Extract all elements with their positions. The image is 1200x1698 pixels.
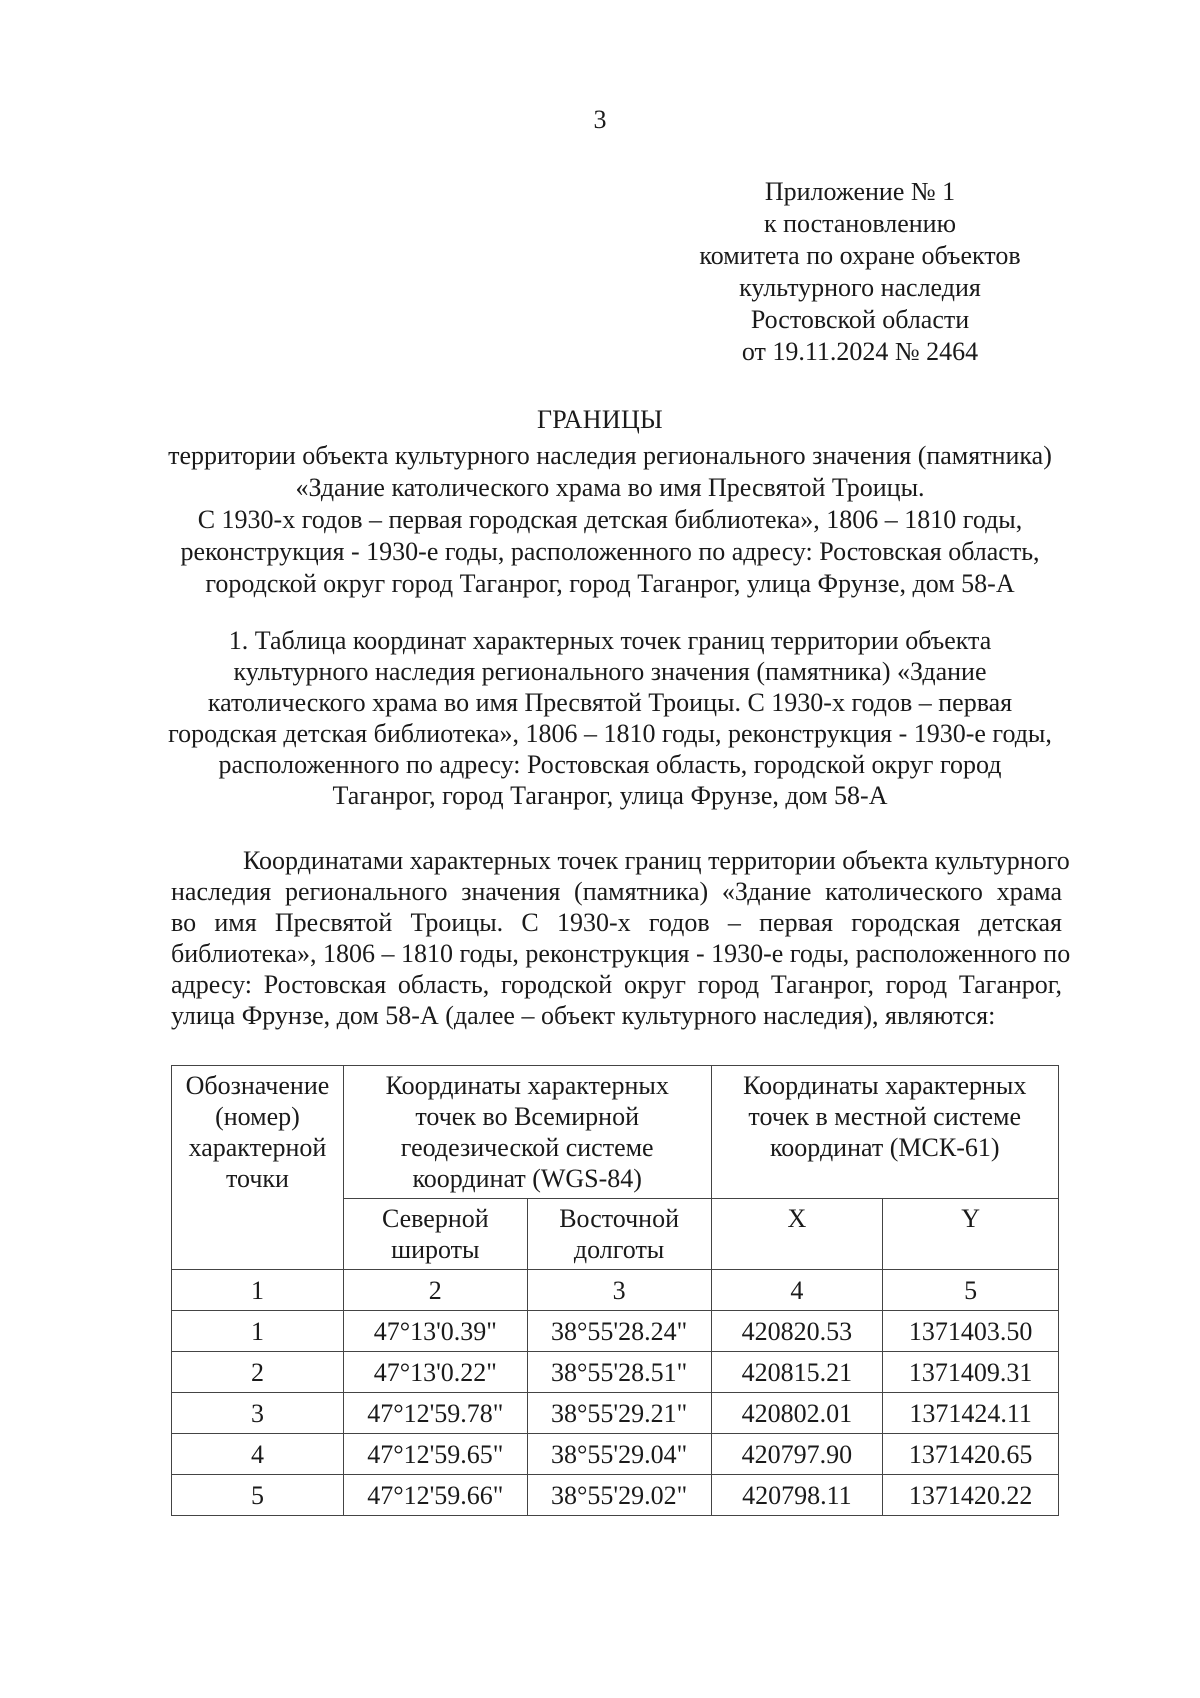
latitude-cell: 47°12'59.65" bbox=[343, 1434, 527, 1475]
subtitle-line: городской округ город Таганрог, город Таганрог, улица Фрунзе, дом 58-А bbox=[205, 569, 1015, 598]
appendix-line: Приложение № 1 bbox=[764, 177, 956, 206]
latitude-cell: 47°13'0.39" bbox=[343, 1311, 527, 1352]
subtitle-line: территории объекта культурного наследия регионального значения (памятника) bbox=[168, 441, 1052, 470]
subtitle-line: реконструкция - 1930-е годы, расположенного по адресу: Ростовская область, bbox=[180, 537, 1040, 566]
header-wgs84: Координаты характерных точек во Всемирной геодезической системе координат (WGS-84) bbox=[343, 1066, 711, 1199]
column-number: 3 bbox=[527, 1270, 711, 1311]
header-y: Y bbox=[883, 1199, 1059, 1270]
latitude-cell: 47°12'59.78" bbox=[343, 1393, 527, 1434]
longitude-cell: 38°55'28.51" bbox=[527, 1352, 711, 1393]
subtitle-line: «Здание католического храма во имя Пресвятой Троицы. bbox=[295, 473, 925, 502]
column-number: 4 bbox=[711, 1270, 883, 1311]
table-row bbox=[172, 1352, 1059, 1393]
point-number: 1 bbox=[172, 1311, 344, 1352]
appendix-line: комитета по охране объектов bbox=[699, 241, 1021, 270]
section-heading bbox=[160, 625, 1060, 811]
longitude-cell: 38°55'29.02" bbox=[527, 1475, 711, 1516]
section-heading-line: расположенного по адресу: Ростовская область, городской округ город bbox=[218, 750, 1002, 779]
section-heading-line: католического храма во имя Пресвятой Троицы. С 1930-х годов – первая bbox=[207, 688, 1013, 717]
appendix-header bbox=[660, 176, 1060, 368]
x-cell: 420802.01 bbox=[711, 1393, 883, 1434]
appendix-line: культурного наследия bbox=[739, 273, 981, 302]
point-number: 4 bbox=[172, 1434, 344, 1475]
y-cell: 1371424.11 bbox=[883, 1393, 1059, 1434]
appendix-line: к постановлению bbox=[763, 209, 957, 238]
page-number: 3 bbox=[593, 105, 607, 134]
x-cell: 420798.11 bbox=[711, 1475, 883, 1516]
point-number: 3 bbox=[172, 1393, 344, 1434]
table-header-row bbox=[172, 1066, 1059, 1199]
subtitle-line: С 1930-х годов – первая городская детская библиотека», 1806 – 1810 годы, bbox=[197, 505, 1023, 534]
paragraph-line: Координатами характерных точек границ территории объекта культурного bbox=[243, 846, 1070, 875]
header-x: X bbox=[711, 1199, 883, 1270]
table-row bbox=[172, 1393, 1059, 1434]
paragraph-line: во имя Пресвятой Троицы. С 1930-х годов – первая городская детская bbox=[171, 908, 1062, 937]
document-subtitle bbox=[160, 440, 1060, 600]
point-number: 2 bbox=[172, 1352, 344, 1393]
x-cell: 420797.90 bbox=[711, 1434, 883, 1475]
paragraph-line: улица Фрунзе, дом 58-А (далее – объект культурного наследия), являются: bbox=[171, 1001, 996, 1030]
header-point-designation: Обозначение (номер) характерной точки bbox=[172, 1066, 344, 1270]
column-number: 5 bbox=[883, 1270, 1059, 1311]
section-heading-line: Таганрог, город Таганрог, улица Фрунзе, дом 58-А bbox=[332, 781, 888, 810]
table-row bbox=[172, 1475, 1059, 1516]
latitude-cell: 47°13'0.22" bbox=[343, 1352, 527, 1393]
y-cell: 1371403.50 bbox=[883, 1311, 1059, 1352]
point-number: 5 bbox=[172, 1475, 344, 1516]
document-title: ГРАНИЦЫ bbox=[536, 405, 664, 434]
coordinates-table bbox=[171, 1065, 1059, 1516]
x-cell: 420820.53 bbox=[711, 1311, 883, 1352]
header-msk61: Координаты характерных точек в местной системе координат (МСК-61) bbox=[711, 1066, 1059, 1199]
longitude-cell: 38°55'28.24" bbox=[527, 1311, 711, 1352]
section-heading-line: 1. Таблица координат характерных точек границ территории объекта bbox=[228, 626, 992, 655]
paragraph-line: наследия регионального значения (памятника) «Здание католического храма bbox=[171, 877, 1062, 906]
column-number: 1 bbox=[172, 1270, 344, 1311]
body-paragraph bbox=[171, 845, 1071, 1031]
y-cell: 1371409.31 bbox=[883, 1352, 1059, 1393]
appendix-line: Ростовской области bbox=[750, 305, 970, 334]
header-north-latitude: Северной широты bbox=[343, 1199, 527, 1270]
latitude-cell: 47°12'59.66" bbox=[343, 1475, 527, 1516]
section-heading-line: культурного наследия регионального значения (памятника) «Здание bbox=[233, 657, 987, 686]
paragraph-line: адресу: Ростовская область, городской округ город Таганрог, город Таганрог, bbox=[171, 970, 1062, 999]
table-row bbox=[172, 1311, 1059, 1352]
column-number-row bbox=[172, 1270, 1059, 1311]
y-cell: 1371420.65 bbox=[883, 1434, 1059, 1475]
section-heading-line: городская детская библиотека», 1806 – 1810 годы, реконструкция - 1930-е годы, bbox=[168, 719, 1052, 748]
x-cell: 420815.21 bbox=[711, 1352, 883, 1393]
paragraph-line: библиотека», 1806 – 1810 годы, реконструкция - 1930-е годы, расположенного по bbox=[171, 939, 1071, 968]
appendix-line: от 19.11.2024 № 2464 bbox=[741, 337, 979, 366]
longitude-cell: 38°55'29.04" bbox=[527, 1434, 711, 1475]
longitude-cell: 38°55'29.21" bbox=[527, 1393, 711, 1434]
table-row bbox=[172, 1434, 1059, 1475]
y-cell: 1371420.22 bbox=[883, 1475, 1059, 1516]
header-east-longitude: Восточной долготы bbox=[527, 1199, 711, 1270]
column-number: 2 bbox=[343, 1270, 527, 1311]
